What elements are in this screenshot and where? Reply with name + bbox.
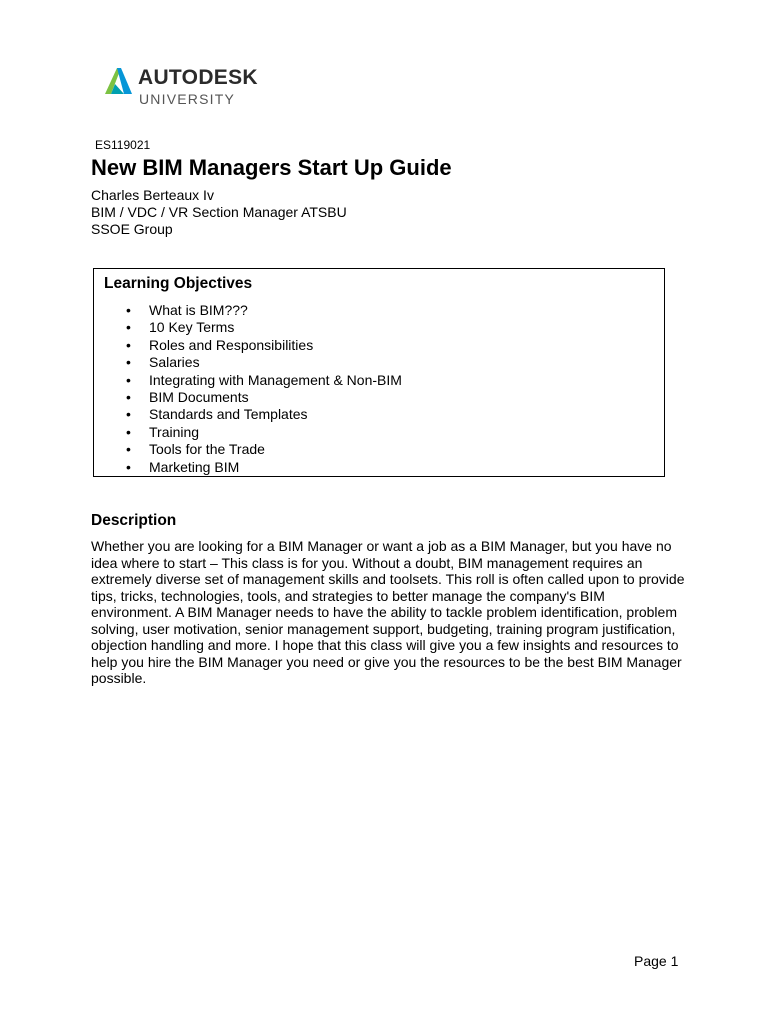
list-item: • Tools for the Trade xyxy=(126,441,402,458)
list-item: • BIM Documents xyxy=(126,389,402,406)
autodesk-university-logo xyxy=(103,64,273,110)
author-block xyxy=(91,187,347,238)
list-item: • Salaries xyxy=(126,354,402,371)
list-item: • Training xyxy=(126,424,402,441)
page-number: Page 1 xyxy=(634,953,679,969)
list-item: • 10 Key Terms xyxy=(126,319,402,336)
logo-sub-text: UNIVERSITY xyxy=(139,91,236,107)
author-name: Charles Berteaux Iv xyxy=(91,187,214,203)
list-item: • What is BIM??? xyxy=(126,302,402,319)
list-item: • Standards and Templates xyxy=(126,406,402,423)
list-item: • Roles and Responsibilities xyxy=(126,337,402,354)
description-body: Whether you are looking for a BIM Manager or want a job as a BIM Manager, but you have no idea where to start – This class is for you. Without a doubt, BIM management requires an extremely diverse set of management skills and toolsets. This roll is often called upon to provide tips, tricks, technologies, tools, and strategies to better manage the company's BIM environment. A BIM Manager needs to have the ability to tackle problem identification, problem solving, user motivation, senior management support, budgeting, training program justification, objection handling and more. I hope that this class will give you a few insights and resources to help you hire the BIM Manager you need or give you the resources to be the best BIM Manager possible. xyxy=(91,538,685,686)
learning-objectives-heading: Learning Objectives xyxy=(104,275,253,292)
author-company: SSOE Group xyxy=(91,221,173,237)
document-code: ES119021 xyxy=(95,138,151,152)
list-item: • Marketing BIM xyxy=(126,459,402,476)
page-title: New BIM Managers Start Up Guide xyxy=(91,155,452,180)
logo-brand-text: AUTODESK xyxy=(138,66,258,89)
description-heading: Description xyxy=(91,512,177,529)
autodesk-a-logo-icon xyxy=(103,66,133,94)
learning-objectives-list xyxy=(126,302,402,476)
list-item: • Integrating with Management & Non-BIM xyxy=(126,372,402,389)
learning-objectives-box xyxy=(93,268,665,477)
author-role: BIM / VDC / VR Section Manager ATSBU xyxy=(91,204,347,220)
